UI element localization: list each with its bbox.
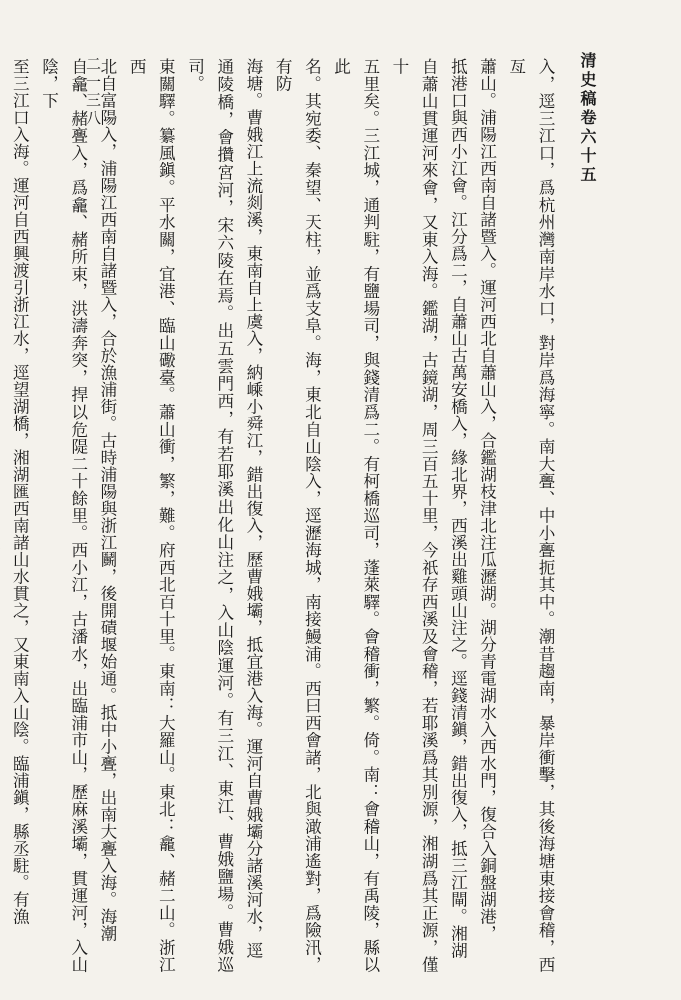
- text-column: [0, 58, 5, 973]
- text-column: 通陵橋，會攢宮河，宋六陵在焉。出五雲門西，有若耶溪出化山注之，入山陰運河。有三江、東江、曹娥鹽場。曹娥巡司。: [185, 58, 234, 973]
- text-column: 蕭山。浦陽江西南自諸暨入。運河西北自蕭山入，合鑑湖枝津北注瓜瀝湖。湖分青電湖水入西水門，復合入銅盤湖港，: [477, 58, 497, 942]
- text-column: 自龕、赭亹入，爲龕、赭所束，洪濤奔突，捍以危隄二十餘里。西小江，古潘水，出臨浦市山，歷麻溪壩，貫運河，入山陰，下: [39, 58, 88, 973]
- text-column: 入，逕三江口，爲杭州灣南岸水口，對岸爲海寧。南大亹、中小亹扼其中。潮昔趨南，暴岸衝擊，其後海塘東接會稽，西亙: [506, 58, 555, 973]
- text-column: 東關驛。纂風鎭。平水關，宜港、臨山礮臺。蕭山衝，繁，難。府西北百十里。東南：大羅山。東北：龕、赭二山。浙江西: [127, 58, 176, 973]
- text-column: 抵港口與西小江會。江分爲二，自蕭山古萬安橋入，緣北界，西溪出雞頭山注之。逕錢清鎭，錯出復入，抵三江閘。湘湖: [448, 58, 468, 959]
- text-column: 五里矣。三江城，通判駐，有鹽場司，與錢清爲二。有柯橋巡司，蓬萊驛。會稽衝，繁。倚。南：會稽山，有禹陵，縣以此: [331, 58, 380, 973]
- text-body: [10, 58, 560, 973]
- page-number: 二一三八: [84, 56, 102, 128]
- text-column: 自蕭山貫運河來會，又東入海。鑑湖，古鏡湖，周三百五十里，今祇存西溪及會稽，若耶溪爲其別源，湘湖爲其正源，僅十: [389, 58, 439, 973]
- text-column: 至三江口入海。運河自西興渡引浙江水，逕望湖橋，湘湖匯西南諸山水貫之，又東南入山陰。臨浦鎭，縣丞駐。有漁: [10, 58, 30, 925]
- text-column: 名。其宛委、秦望、天柱，並爲支阜。海，東北自山陰入，逕瀝海城，南接鰻浦。西曰西會諸，北與澉浦遙對，爲險汛，有防: [273, 58, 322, 973]
- text-column: 北自富陽入，浦陽江西南自諸暨入，合於漁浦街。古時浦陽與浙江鬭，後開磧堰始通。抵中小亹，出南大亹入海。海潮: [97, 58, 117, 942]
- running-title: 清史稿卷六十五: [578, 52, 597, 185]
- text-column: 海塘。曹娥江上流剡溪，東南自上虞入，納嵊小舜江，錯出復入，歷曹娥壩，抵宜港入海。運河自曹娥壩分諸溪河水，逕: [243, 58, 263, 959]
